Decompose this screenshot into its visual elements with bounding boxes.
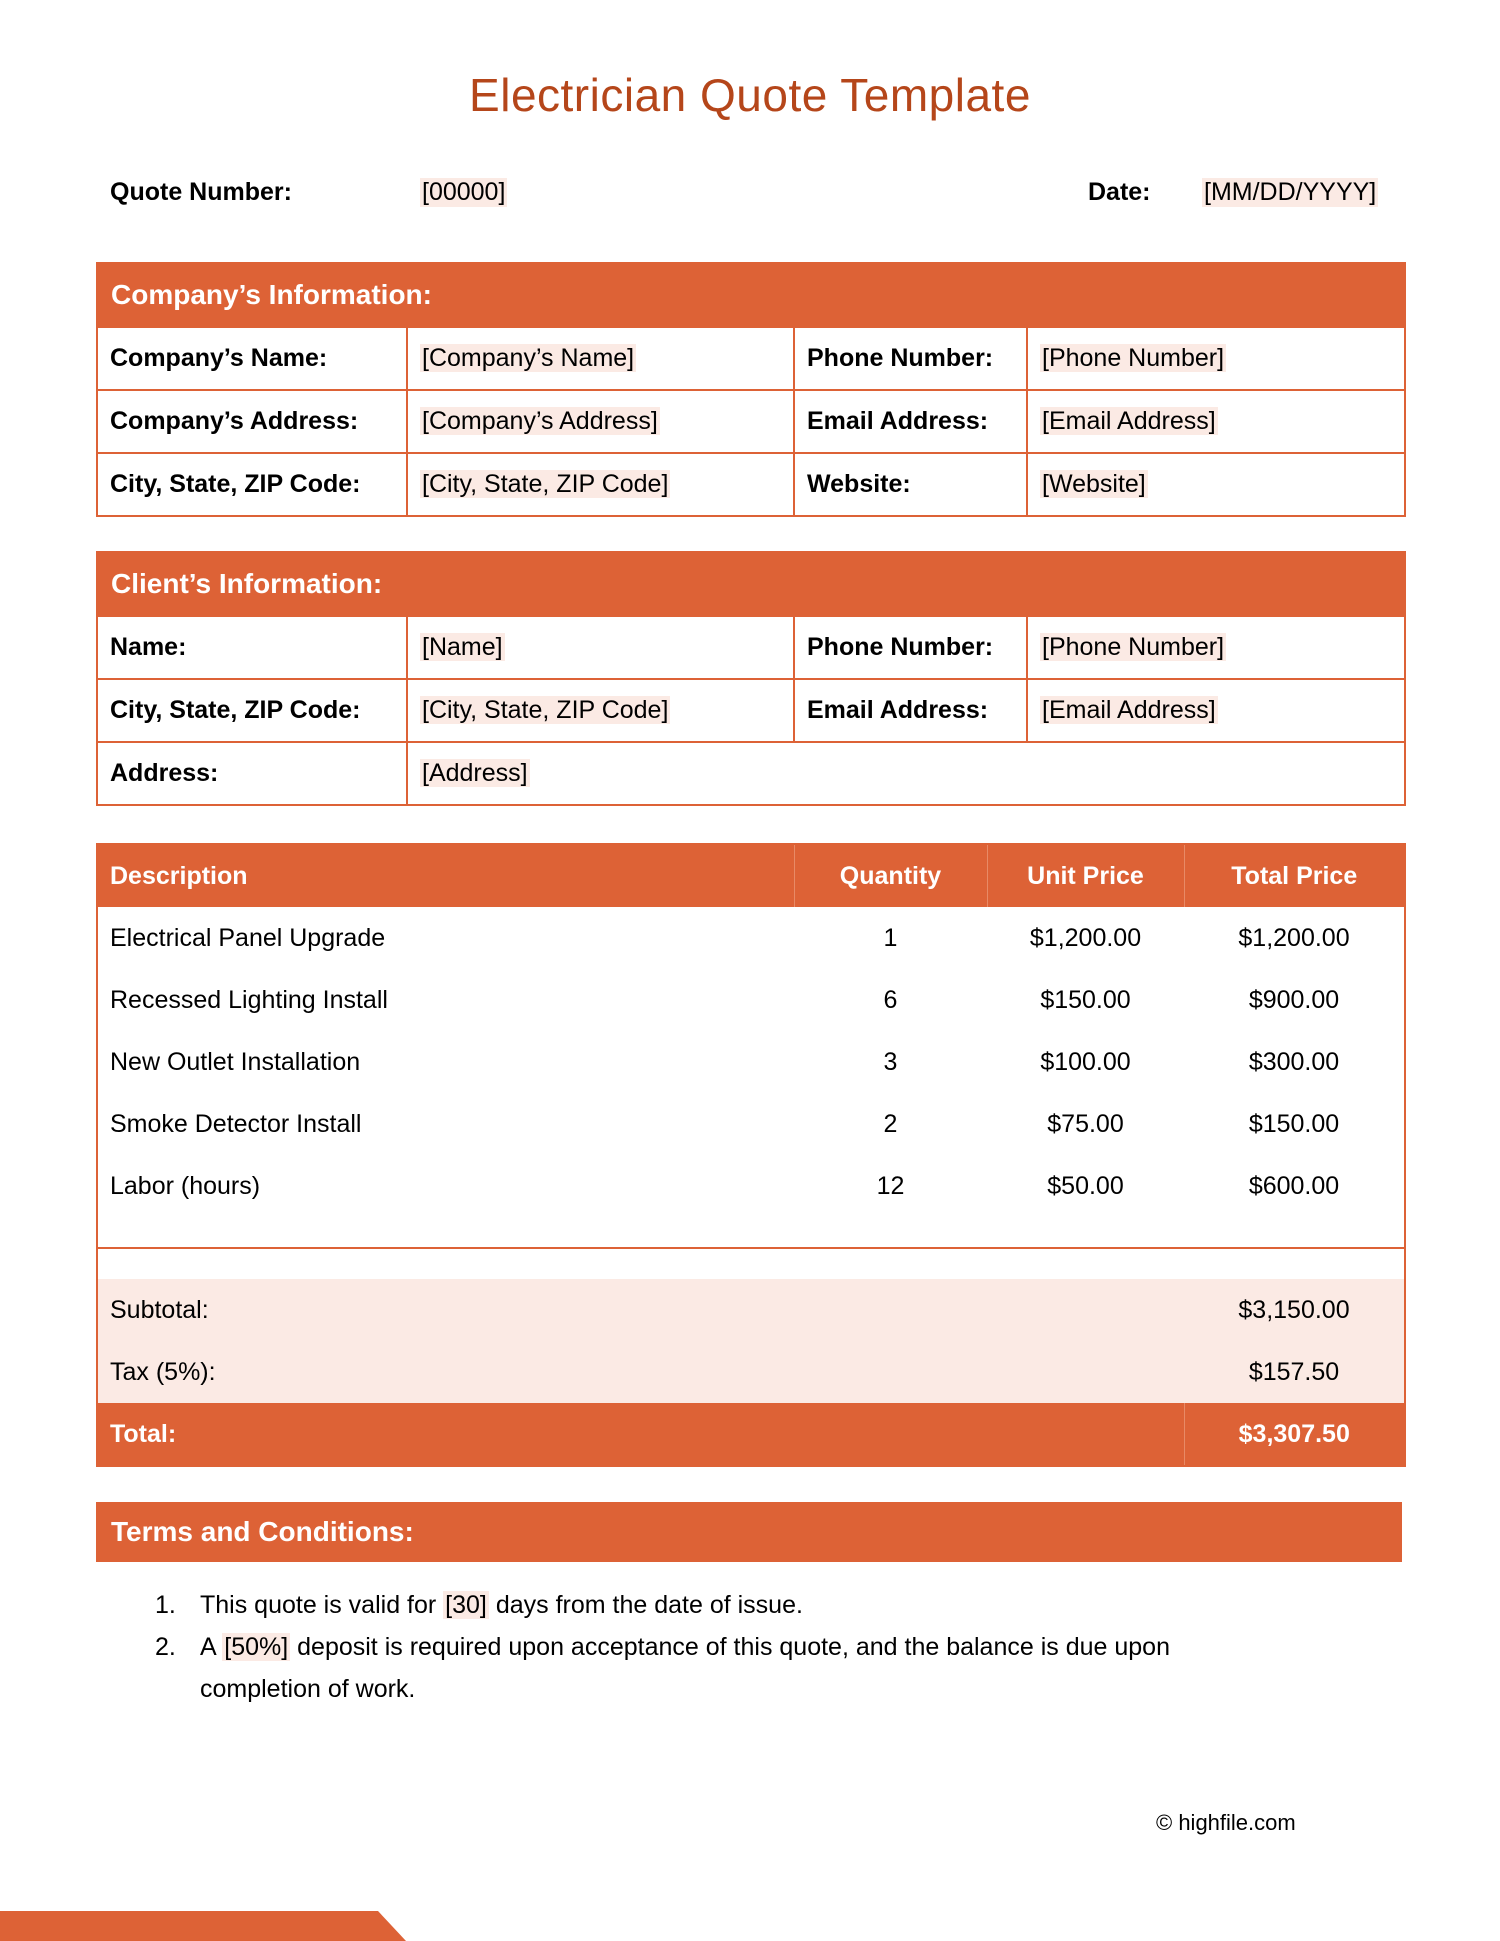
company-city-field[interactable]: [City, State, ZIP Code] [422, 470, 669, 498]
item-description[interactable]: Smoke Detector Install [110, 1109, 362, 1138]
table-divider [98, 1217, 1404, 1248]
item-total-price[interactable]: $900.00 [1248, 985, 1340, 1014]
terms-item-number: 1. [155, 1591, 176, 1619]
item-quantity[interactable]: 3 [883, 1047, 898, 1076]
item-unit-price[interactable]: $100.00 [1040, 1047, 1131, 1076]
client-row [98, 616, 1404, 679]
item-total-price[interactable]: $1,200.00 [1238, 923, 1350, 952]
client-address-field[interactable]: [Address] [422, 759, 528, 787]
item-quantity[interactable]: 12 [876, 1171, 905, 1200]
client-address-label: Address: [98, 742, 407, 804]
client-info-section [96, 551, 1406, 806]
table-row [98, 969, 1404, 1031]
total-row [98, 1403, 1404, 1465]
deposit-percent-field[interactable]: [50%] [224, 1633, 289, 1661]
client-row [98, 679, 1404, 742]
client-city-label: City, State, ZIP Code: [98, 679, 407, 742]
company-email-label: Email Address: [794, 390, 1027, 453]
item-description[interactable]: Electrical Panel Upgrade [110, 923, 386, 952]
table-row [98, 1155, 1404, 1217]
client-city-field[interactable]: [City, State, ZIP Code] [422, 696, 669, 724]
table-gap [98, 1248, 1404, 1279]
company-city-label: City, State, ZIP Code: [98, 453, 407, 515]
quote-number-field[interactable]: [00000] [422, 178, 506, 206]
tax-row [98, 1341, 1404, 1403]
item-total-price[interactable]: $300.00 [1248, 1047, 1340, 1076]
client-phone-label: Phone Number: [794, 616, 1027, 679]
item-quantity[interactable]: 1 [883, 923, 898, 952]
terms-item-text: deposit is required upon acceptance of this quote, and the balance is due upon completion of work. [200, 1633, 1170, 1703]
company-phone-label: Phone Number: [794, 327, 1027, 390]
item-quantity[interactable]: 2 [883, 1109, 898, 1138]
col-header-total-price: Total Price [1184, 845, 1404, 907]
terms-item-text: This quote is valid for [200, 1591, 444, 1619]
company-row [98, 390, 1404, 453]
table-row [98, 1031, 1404, 1093]
total-value[interactable]: $3,307.50 [1184, 1403, 1404, 1465]
client-email-field[interactable]: [Email Address] [1042, 696, 1216, 724]
client-name-field[interactable]: [Name] [422, 633, 503, 661]
company-row [98, 327, 1404, 390]
client-email-label: Email Address: [794, 679, 1027, 742]
item-description[interactable]: Labor (hours) [110, 1171, 261, 1200]
client-info-heading: Client’s Information: [98, 553, 1404, 615]
company-name-field[interactable]: [Company’s Name] [422, 344, 635, 372]
company-email-field[interactable]: [Email Address] [1042, 407, 1216, 435]
item-quantity[interactable]: 6 [883, 985, 898, 1014]
footer-copyright: © highfile.com [1156, 1810, 1296, 1835]
col-header-unit-price: Unit Price [987, 845, 1184, 907]
total-label: Total: [98, 1403, 1184, 1465]
company-name-label: Company’s Name: [98, 327, 407, 390]
company-website-field[interactable]: [Website] [1042, 470, 1146, 498]
quote-items-table [96, 843, 1406, 1467]
item-total-price[interactable]: $150.00 [1248, 1109, 1340, 1138]
company-website-label: Website: [794, 453, 1027, 515]
item-unit-price[interactable]: $50.00 [1047, 1171, 1124, 1200]
company-address-field[interactable]: [Company’s Address] [422, 407, 658, 435]
company-row [98, 453, 1404, 515]
client-row [98, 742, 1404, 804]
item-description[interactable]: Recessed Lighting Install [110, 985, 388, 1014]
table-row [98, 1093, 1404, 1155]
terms-heading: Terms and Conditions: [96, 1502, 1402, 1562]
terms-item-text: days from the date of issue. [488, 1591, 803, 1619]
table-row [98, 907, 1404, 969]
terms-item-text: A [200, 1633, 223, 1661]
validity-days-field[interactable]: [30] [445, 1591, 487, 1619]
tax-value[interactable]: $157.50 [1184, 1341, 1404, 1403]
quote-number-label: Quote Number: [110, 178, 292, 206]
page-title: Electrician Quote Template [469, 69, 1031, 121]
subtotal-value[interactable]: $3,150.00 [1184, 1279, 1404, 1341]
subtotal-label: Subtotal: [98, 1279, 1184, 1341]
company-info-heading: Company’s Information: [98, 264, 1404, 326]
date-label: Date: [1088, 178, 1151, 206]
col-header-description: Description [98, 845, 794, 907]
date-field[interactable]: [MM/DD/YYYY] [1204, 178, 1377, 206]
client-name-label: Name: [98, 616, 407, 679]
client-phone-field[interactable]: [Phone Number] [1042, 633, 1225, 661]
corner-decoration [0, 1911, 410, 1941]
item-unit-price[interactable]: $150.00 [1040, 985, 1131, 1014]
col-header-quantity: Quantity [794, 845, 987, 907]
item-unit-price[interactable]: $1,200.00 [1029, 923, 1142, 952]
company-info-section [96, 262, 1406, 517]
subtotal-row [98, 1279, 1404, 1341]
tax-label: Tax (5%): [98, 1341, 1184, 1403]
company-phone-field[interactable]: [Phone Number] [1042, 344, 1225, 372]
item-description[interactable]: New Outlet Installation [110, 1047, 361, 1076]
item-unit-price[interactable]: $75.00 [1047, 1109, 1124, 1138]
items-header-row [98, 845, 1404, 907]
item-total-price[interactable]: $600.00 [1248, 1171, 1340, 1200]
company-address-label: Company’s Address: [98, 390, 407, 453]
terms-item-number: 2. [155, 1633, 176, 1661]
